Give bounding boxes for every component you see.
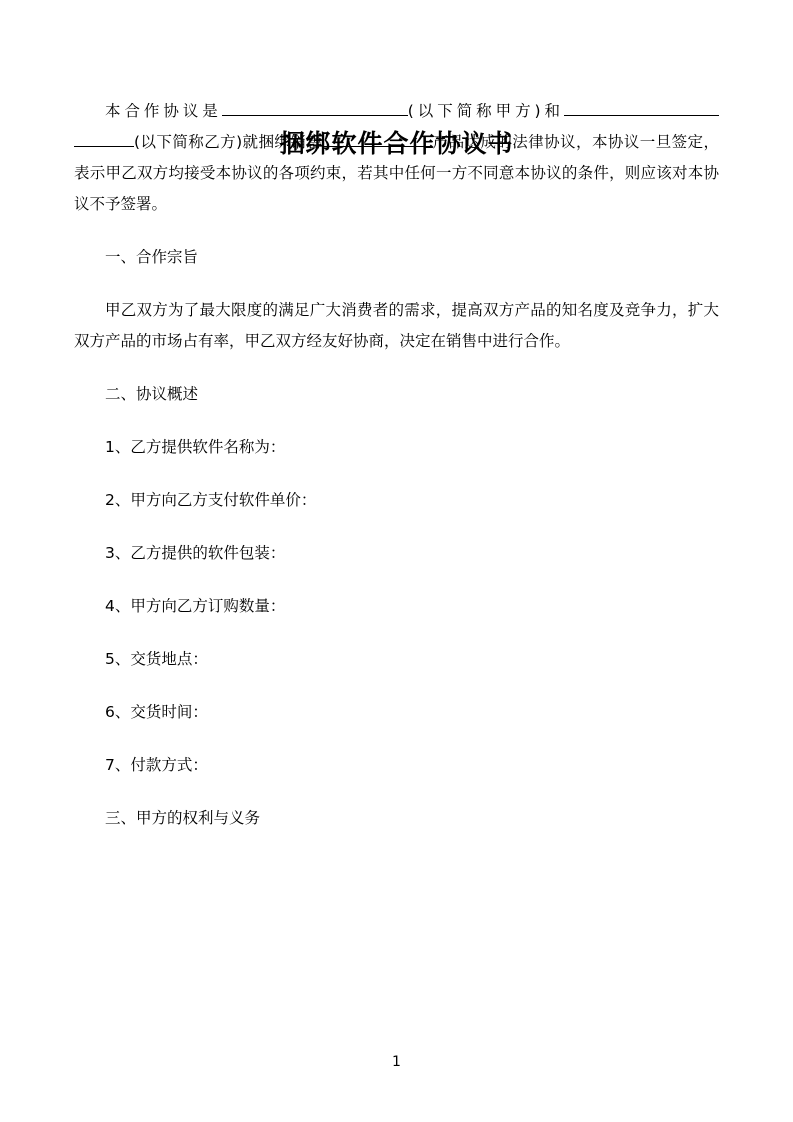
spacer — [74, 220, 719, 242]
preamble-text-2: (以下简称甲方)和 — [407, 102, 564, 120]
list-item-3: 3、乙方提供的软件包装： — [105, 544, 286, 562]
page-number: 1 — [392, 1054, 401, 1070]
paragraph-cooperation-purpose: 甲乙双方为了最大限度的满足广大消费者的需求，提高双方产品的知名度及竞争力，扩大双方产品的市场占有率，甲乙双方经友好协商，决定在销售中进行合作。 — [74, 301, 719, 350]
spacer — [74, 273, 719, 295]
spacer — [74, 410, 719, 432]
preamble-text-3: (以下简称乙方)就捆绑销售 — [134, 133, 323, 151]
spacer — [74, 781, 719, 803]
list-item-5: 5、交货地点： — [105, 650, 208, 668]
heading-cooperation-purpose: 一、合作宗旨 — [105, 248, 199, 266]
list-item-6: 6、交货时间： — [105, 703, 208, 721]
spacer — [74, 569, 719, 591]
spacer — [74, 675, 719, 697]
page-title: 捆绑软件合作协议书 — [279, 129, 514, 158]
preamble-text-4: 产品达成的法律协议，本协议一旦签定，表示甲乙双方均接受本协议的各项约束，若其中任何一方不同意本协议的条件，则应该对本协议不予签署。 — [74, 133, 719, 213]
fill-in-blank-party-a[interactable] — [222, 115, 408, 116]
fill-in-blank-party-b-cont[interactable] — [74, 146, 134, 147]
spacer — [74, 357, 719, 379]
list-item-4: 4、甲方向乙方订购数量： — [105, 597, 286, 615]
list-item-2: 2、甲方向乙方支付软件单价： — [105, 491, 317, 509]
paragraph-preamble — [74, 96, 719, 220]
title-spacer — [74, 0, 719, 96]
fill-in-blank-party-b[interactable] — [564, 115, 719, 116]
list-item-1: 1、乙方提供软件名称为： — [105, 438, 286, 456]
spacer — [74, 463, 719, 485]
spacer — [74, 728, 719, 750]
preamble-text-1: 本合作协议是 — [105, 102, 222, 120]
fill-in-blank-product[interactable] — [322, 146, 432, 147]
list-item-7: 7、付款方式： — [105, 756, 208, 774]
document-body — [74, 0, 719, 834]
spacer — [74, 516, 719, 538]
heading-party-a-rights: 三、甲方的权利与义务 — [105, 809, 261, 827]
heading-agreement-overview: 二、协议概述 — [105, 385, 199, 403]
spacer — [74, 622, 719, 644]
